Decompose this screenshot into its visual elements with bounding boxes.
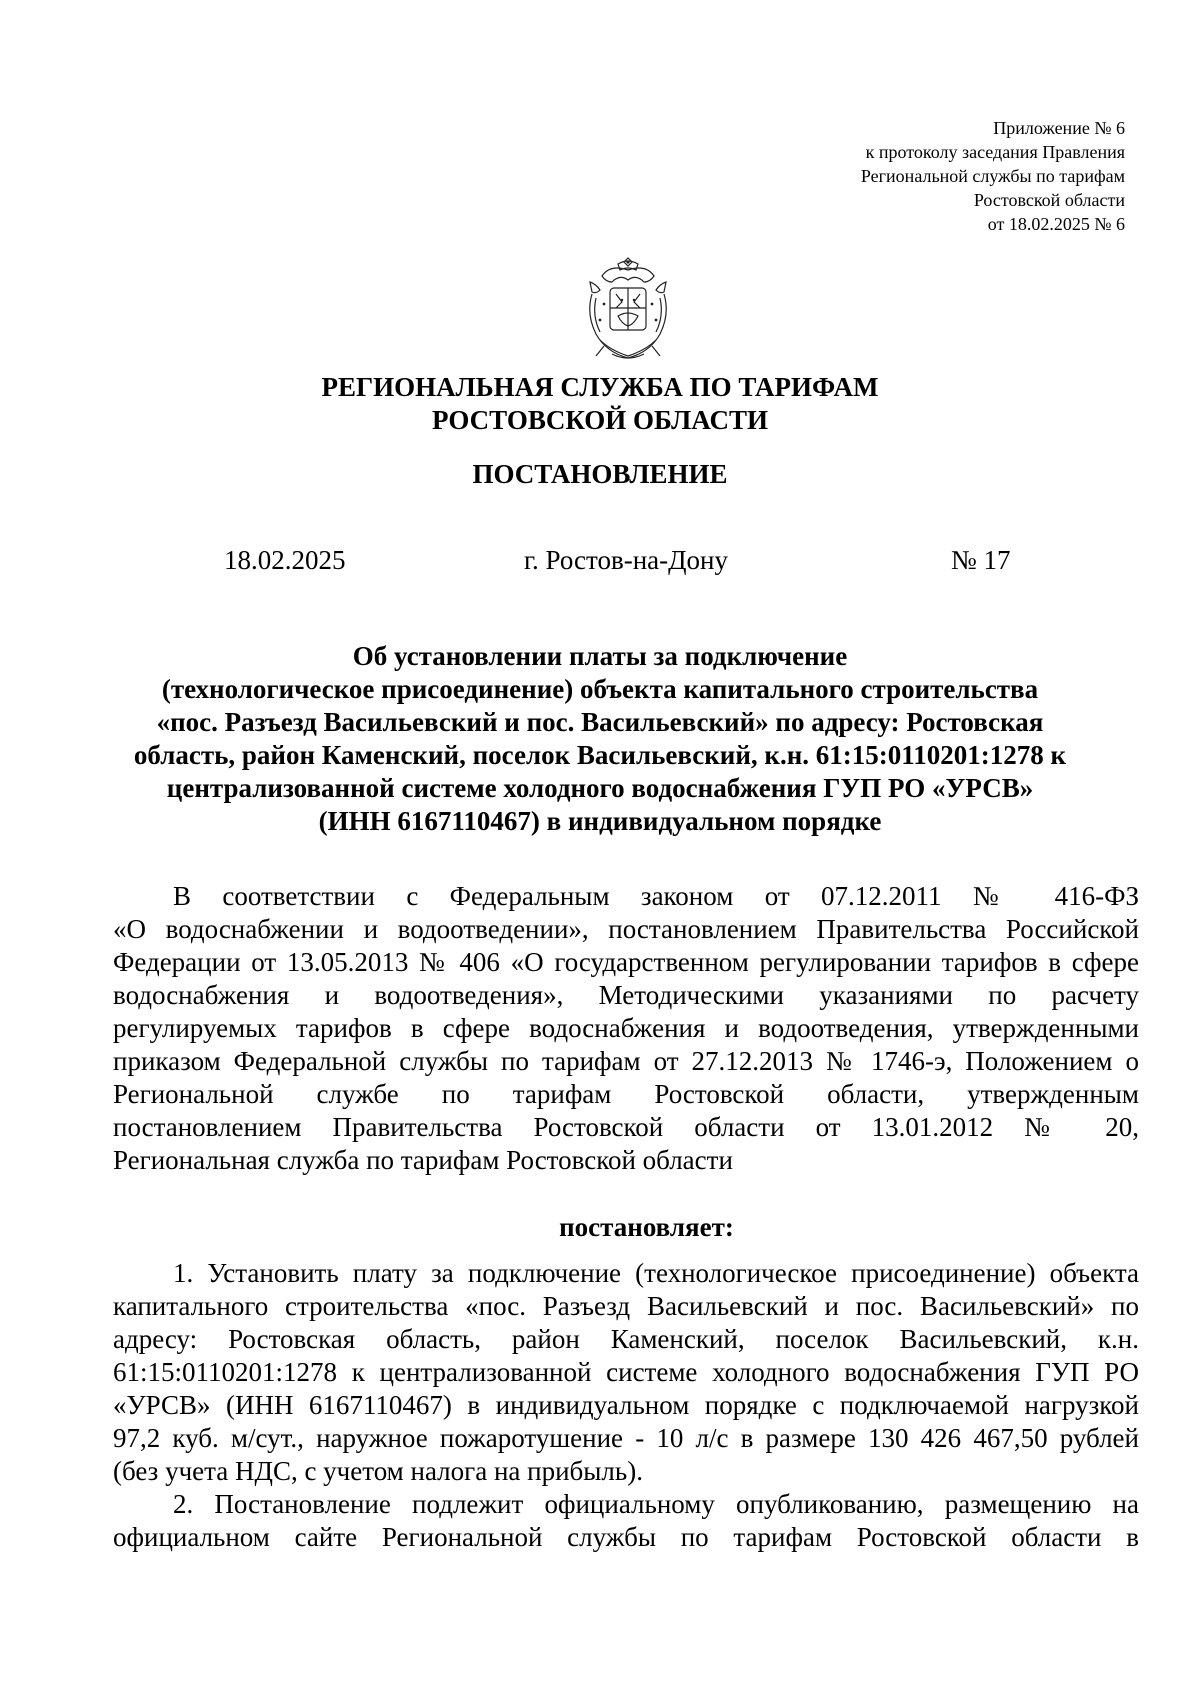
- paragraph-line: Региональной службе по тарифам Ростовской области, утвержденным: [113, 1079, 1139, 1109]
- document-subject: [100, 640, 1100, 838]
- subject-line: «пос. Разъезд Васильевский и пос. Васильевский» по адресу: Ростовская: [156, 707, 1044, 737]
- appendix-line: к протоколу заседания Правления: [865, 142, 1125, 162]
- subject-line: Об установлении платы за подключение: [352, 641, 848, 671]
- subject-line: область, район Каменский, поселок Васильевский, к.н. 61:15:0110201:1278 к: [133, 740, 1067, 770]
- document-type: ПОСТАНОВЛЕНИЕ: [472, 459, 728, 489]
- paragraph-line: Федерации от 13.05.2013 № 406 «О государственном регулировании тарифов в сфере: [113, 947, 1139, 977]
- paragraph-line: «О водоснабжении и водоотведении», постановлением Правительства Российской: [113, 914, 1139, 944]
- paragraph-line: (без учета НДС, с учетом налога на прибыль).: [113, 1456, 643, 1486]
- document-number: № 17: [951, 545, 1011, 575]
- preamble-paragraph: [113, 880, 1139, 1177]
- paragraph-line: В соответствии с Федеральным законом от 07.12.2011 № 416-ФЗ: [173, 881, 1139, 911]
- appendix-line: Приложение № 6: [993, 118, 1125, 138]
- paragraph-line: Региональная служба по тарифам Ростовской области: [113, 1145, 733, 1175]
- document-date: 18.02.2025: [224, 545, 346, 575]
- resolution-item-2: [113, 1488, 1139, 1554]
- paragraph-line: официальном сайте Региональной службы по тарифам Ростовской области в: [113, 1522, 1139, 1552]
- resolution-item-1: [113, 1257, 1139, 1488]
- paragraph-line: регулируемых тарифов в сфере водоснабжения и водоотведения, утвержденными: [113, 1013, 1139, 1043]
- document-city: г. Ростов-на-Дону: [524, 545, 729, 575]
- appendix-note: [645, 116, 1125, 236]
- subject-line: (ИНН 6167110467) в индивидуальном порядке: [318, 806, 882, 836]
- paragraph-line: приказом Федеральной службы по тарифам от 27.12.2013 № 1746-э, Положением о: [113, 1046, 1139, 1076]
- subject-line: (технологическое присоединение) объекта капитального строительства: [161, 674, 1039, 704]
- paragraph-line: 61:15:0110201:1278 к централизованной системе холодного водоснабжения ГУП РО: [113, 1357, 1139, 1387]
- appendix-line: от 18.02.2025 № 6: [987, 214, 1125, 234]
- organization-name: [0, 371, 1200, 437]
- paragraph-line: постановлением Правительства Ростовской области от 13.01.2012 № 20,: [113, 1112, 1139, 1142]
- organization-name-line: РЕГИОНАЛЬНАЯ СЛУЖБА ПО ТАРИФАМ: [321, 372, 879, 402]
- subject-line: централизованной системе холодного водоснабжения ГУП РО «УРСВ»: [166, 773, 1034, 803]
- appendix-line: Региональной службы по тарифам: [860, 166, 1125, 186]
- paragraph-line: 1. Установить плату за подключение (технологическое присоединение) объекта: [173, 1258, 1139, 1288]
- paragraph-line: водоснабжения и водоотведения», Методическими указаниями по расчету: [113, 980, 1139, 1010]
- resolution-items: [113, 1257, 1139, 1554]
- paragraph-line: «УРСВ» (ИНН 6167110467) в индивидуальном порядке с подключаемой нагрузкой: [113, 1390, 1139, 1420]
- organization-name-line: РОСТОВСКОЙ ОБЛАСТИ: [432, 405, 768, 435]
- paragraph-line: 2. Постановление подлежит официальному опубликованию, размещению на: [173, 1489, 1139, 1519]
- appendix-line: Ростовской области: [973, 190, 1125, 210]
- paragraph-line: капитального строительства «пос. Разъезд Васильевский и пос. Васильевский» по: [113, 1291, 1139, 1321]
- coat-of-arms-icon: [582, 254, 674, 364]
- paragraph-line: адресу: Ростовская область, район Каменский, поселок Васильевский, к.н.: [113, 1324, 1139, 1354]
- paragraph-line: 97,2 куб. м/сут., наружное пожаротушение - 10 л/с в размере 130 426 467,50 рублей: [113, 1423, 1139, 1453]
- resolves-heading: постановляет:: [559, 1212, 734, 1242]
